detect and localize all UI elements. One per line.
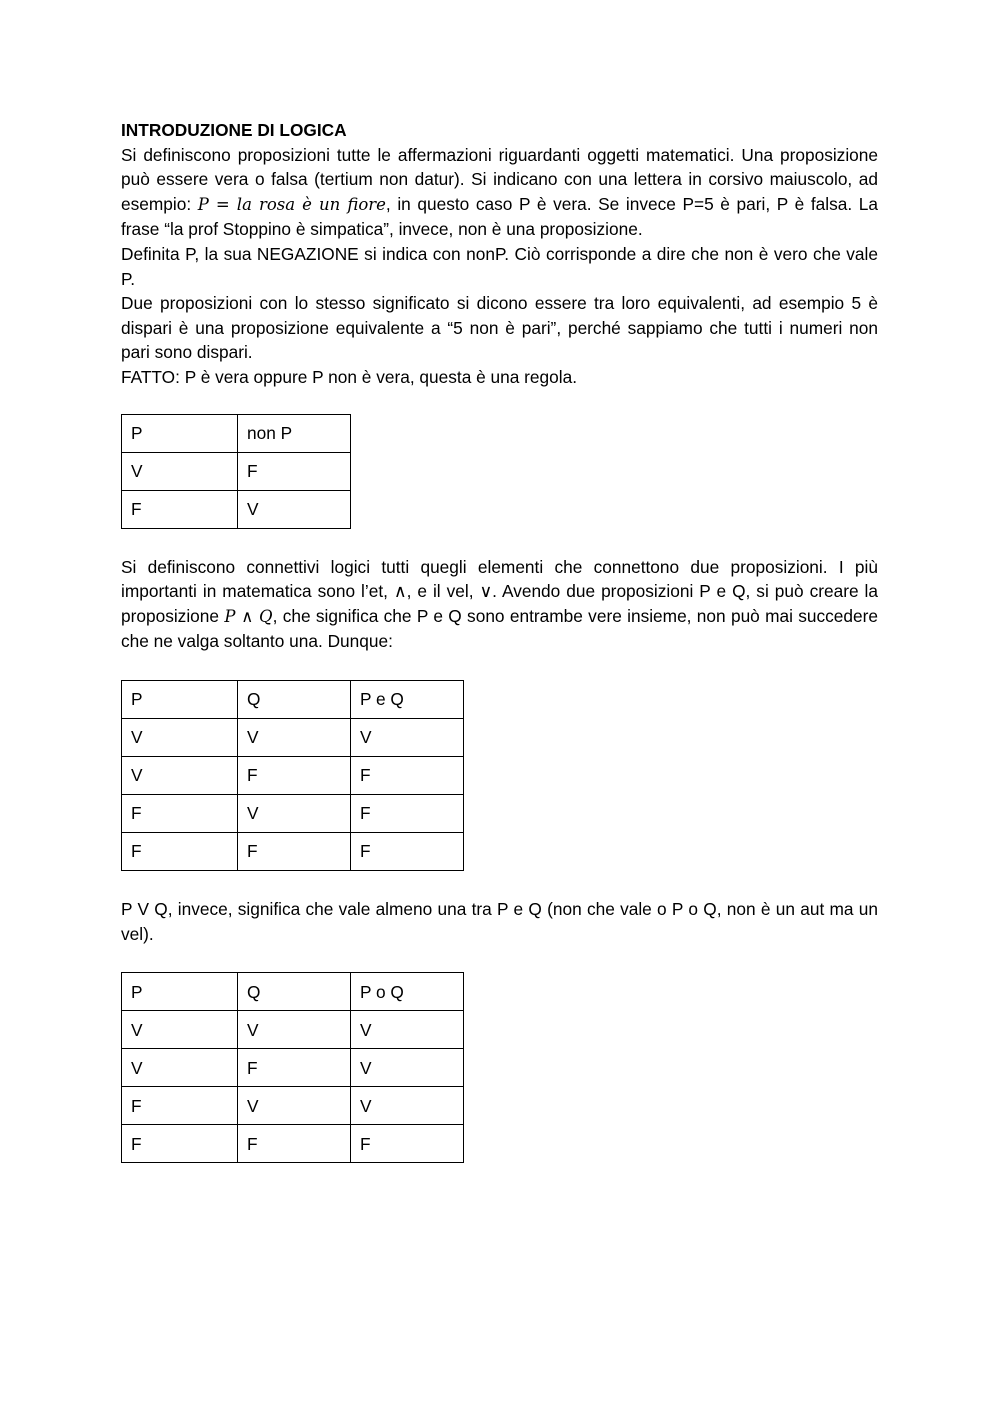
table-row <box>122 718 464 756</box>
intro-text-part1: Si definiscono proposizioni tutte le affermazioni riguardanti oggetti matematici. Una proposizione può essere vera o falsa (tertium non datur). Si indicano con una lettera in corsivo maiuscolo, ad esempio: <box>121 144 878 214</box>
connectives-text-part1: Si definiscono connettivi logici tutti quegli elementi che connettono due proposizioni. I più importanti in matematica sono l’et, ∧, e il vel, ∨. Avendo due proposizioni P e Q, si può creare la proposizione <box>121 556 878 626</box>
table-row <box>122 452 351 490</box>
table-header-row <box>122 973 464 1011</box>
table-cell: F <box>122 832 238 870</box>
table-cell: F <box>238 452 351 490</box>
paragraph-fact: FATTO: P è vera oppure P non è vera, questa è una regola. <box>121 366 578 387</box>
table-header-cell: P <box>122 680 238 718</box>
table-cell: V <box>238 794 351 832</box>
table-cell: F <box>122 794 238 832</box>
table-cell: V <box>238 718 351 756</box>
table-cell: V <box>122 756 238 794</box>
table-row <box>122 794 464 832</box>
document-title: INTRODUZIONE DI LOGICA <box>121 120 347 140</box>
table-row <box>122 1049 464 1087</box>
table-row <box>122 832 464 870</box>
table-cell: F <box>238 832 351 870</box>
table-header-row <box>122 680 464 718</box>
paragraph-negation: Definita P, la sua NEGAZIONE si indica con nonP. Ciò corrisponde a dire che non è vero che vale P. <box>121 243 878 289</box>
table-header-cell: P e Q <box>351 680 464 718</box>
table-cell: F <box>238 756 351 794</box>
table-header-cell: P o Q <box>351 973 464 1011</box>
table-cell: V <box>351 1049 464 1087</box>
table-cell: V <box>238 1011 351 1049</box>
paragraph-equivalence: Due proposizioni con lo stesso significato si dicono essere tra loro equivalenti, ad esempio 5 è dispari è una proposizione equivalente a “5 non è pari”, perché sappiamo che tutti i numeri non pari sono dispari. <box>121 293 878 363</box>
intro-text-part2: , in questo caso P è vera. Se invece P=5 è pari, P è falsa. La frase “la prof Stoppino è simpatica”, invece, non è una proposizione. <box>121 193 878 240</box>
table-header-cell: P <box>122 973 238 1011</box>
table-cell: F <box>351 756 464 794</box>
table-cell: V <box>122 1011 238 1049</box>
table-cell: F <box>122 1125 238 1163</box>
table-cell: V <box>351 1087 464 1125</box>
document-page <box>121 118 878 1163</box>
paragraph-connectives <box>121 555 878 654</box>
table-cell: V <box>351 1011 464 1049</box>
table-cell: F <box>351 1125 464 1163</box>
table-cell: V <box>351 718 464 756</box>
table-cell: F <box>238 1049 351 1087</box>
table-cell: V <box>122 1049 238 1087</box>
table-row <box>122 1011 464 1049</box>
table-cell: V <box>122 452 238 490</box>
truth-table-and <box>121 680 464 871</box>
truth-table-negation <box>121 414 351 529</box>
connectives-text-part2: , che significa che P e Q sono entrambe vere insieme, non può mai succedere che ne valga soltanto una. Dunque: <box>121 605 879 652</box>
table-row <box>122 490 351 528</box>
table-row <box>122 756 464 794</box>
table-cell: F <box>122 1087 238 1125</box>
table-row <box>122 1087 464 1125</box>
paragraph-or: P V Q, invece, significa che vale almeno una tra P e Q (non che vale o P o Q, non è un aut ma un vel). <box>121 898 878 944</box>
table-cell: F <box>351 832 464 870</box>
table-cell: F <box>122 490 238 528</box>
table-header-cell: Q <box>238 680 351 718</box>
truth-table-or <box>121 972 464 1163</box>
table-cell: F <box>238 1125 351 1163</box>
math-expression-rose: P = la rosa è un fiore <box>197 194 386 214</box>
math-expression-and: P ∧ Q <box>224 606 273 626</box>
table-row <box>122 1125 464 1163</box>
table-cell: V <box>238 1087 351 1125</box>
table-header-cell: Q <box>238 973 351 1011</box>
table-header-cell: non P <box>238 414 351 452</box>
table-header-cell: P <box>122 414 238 452</box>
table-cell: V <box>238 490 351 528</box>
table-cell: F <box>351 794 464 832</box>
intro-paragraph-propositions <box>121 143 878 242</box>
table-cell: V <box>122 718 238 756</box>
table-header-row <box>122 414 351 452</box>
